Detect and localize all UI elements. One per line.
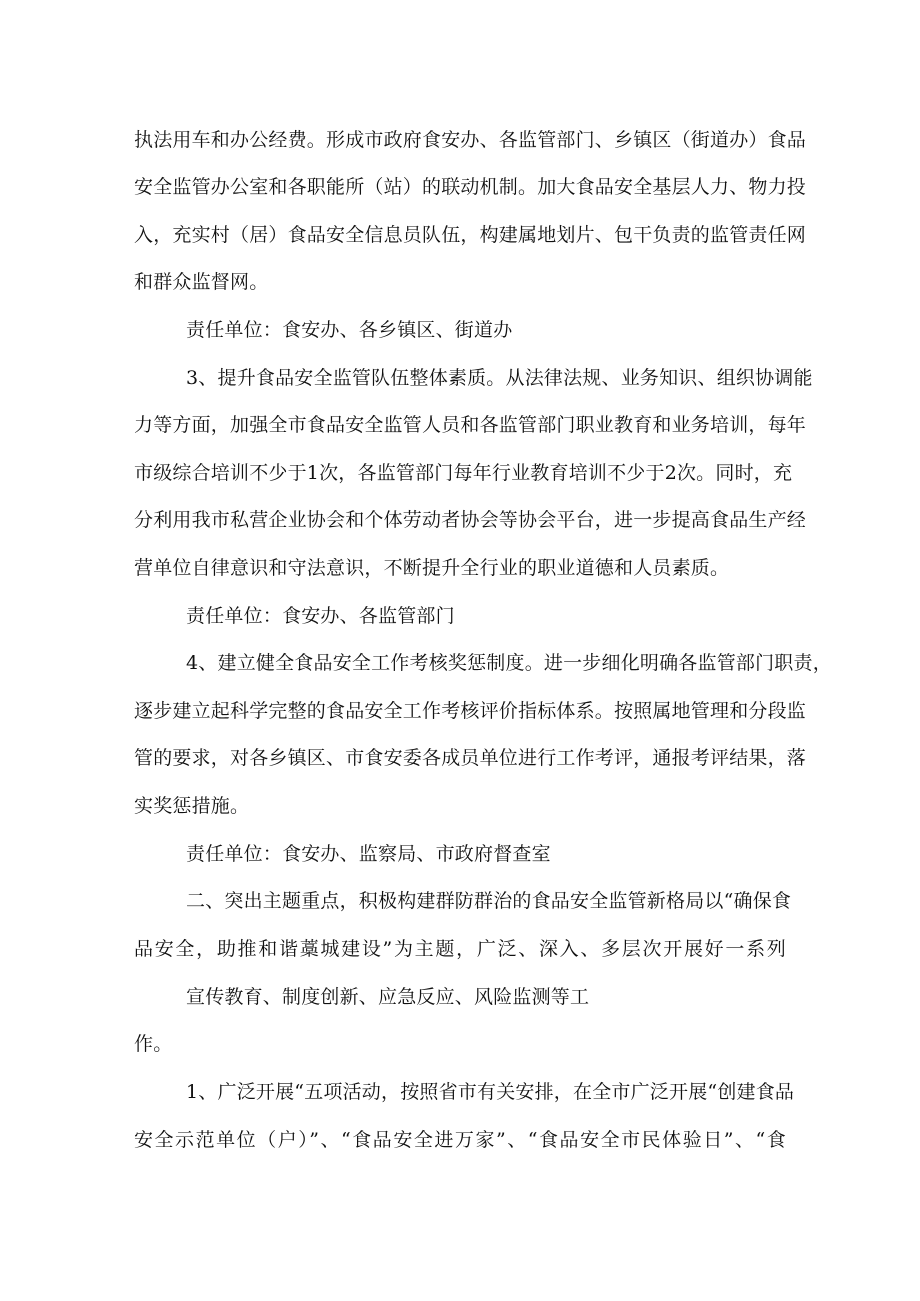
paragraph-line: 安全监管办公室和各职能所（站）的联动机制。加大食品安全基层人力、物力投 — [134, 176, 807, 198]
paragraph-line: 实奖惩措施。 — [134, 795, 250, 817]
paragraph-line: 执法用车和办公经费。形成市政府食安办、各监管部门、乡镇区（街道办）食品 — [134, 129, 807, 151]
paragraph-line: 营单位自律意识和守法意识，不断提升全行业的职业道德和人员素质。 — [134, 557, 730, 579]
paragraph-line: 3、提升食品安全监管队伍整体素质。从法律法规、业务知识、组织协调能 — [186, 367, 813, 389]
responsible-unit-line: 责任单位：食安办、监察局、市政府督查室 — [186, 843, 551, 865]
paragraph-line: 和群众监督网。 — [134, 271, 269, 293]
responsible-unit-line: 责任单位：食安办、各监管部门 — [186, 605, 455, 627]
paragraph-line: 逐步建立起科学完整的食品安全工作考核评价指标体系。按照属地管理和分段监 — [134, 700, 807, 722]
paragraph-line: 作。 — [134, 1033, 173, 1055]
paragraph-line: 1、广泛开展“五项活动，按照省市有关安排，在全市广泛开展“创建食品 — [186, 1081, 795, 1103]
section-heading-line: 二、突出主题重点，积极构建群防群治的食品安全监管新格局以“确保食 — [186, 890, 792, 912]
paragraph-line: 力等方面，加强全市食品安全监管人员和各监管部门职业教育和业务培训，每年 — [134, 414, 807, 436]
paragraph-line: 宣传教育、制度创新、应急反应、风险监测等工 — [186, 986, 590, 1008]
responsible-unit-line: 责任单位：食安办、各乡镇区、街道办 — [186, 319, 513, 341]
paragraph-line: 分利用我市私营企业协会和个体劳动者协会等协会平台，进一步提高食品生产经 — [134, 509, 807, 531]
paragraph-line: 安全示范单位（户）”、“食品安全进万家”、“食品安全市民体验日”、“食 — [134, 1129, 786, 1151]
paragraph-line: 管的要求，对各乡镇区、市食安委各成员单位进行工作考评，通报考评结果，落 — [134, 747, 807, 769]
paragraph-line: 入，充实村（居）食品安全信息员队伍，构建属地划片、包干负责的监管责任网 — [134, 224, 807, 246]
paragraph-line: 4、建立健全食品安全工作考核奖惩制度。进一步细化明确各监管部门职责， — [186, 652, 832, 674]
paragraph-line: 品安全，助推和谐藁城建设”为主题，广泛、深入、多层次开展好一系列 — [134, 938, 786, 960]
paragraph-line: 市级综合培训不少于1次，各监管部门每年行业教育培训不少于2次。同时，充 — [134, 462, 793, 484]
